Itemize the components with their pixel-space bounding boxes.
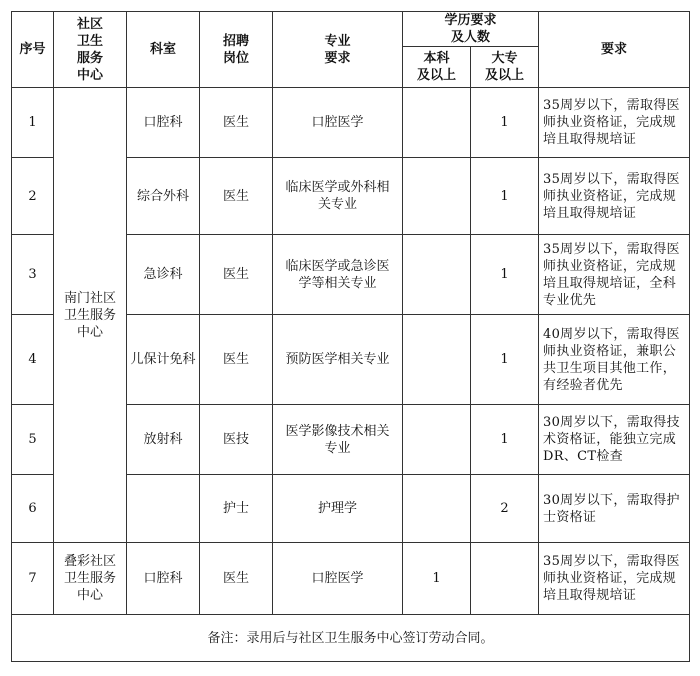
row-requirement: 35周岁以下，需取得医师执业资格证，完成规培且取得规培证，全科专业优先 [539, 235, 690, 315]
row-bachelor [403, 405, 471, 475]
row-position: 医生 [200, 235, 273, 315]
row-department: 口腔科 [127, 543, 200, 615]
row-index: 5 [12, 405, 54, 475]
header-bachelor: 本科 及以上 [403, 47, 471, 88]
table-note: 备注：录用后与社区卫生服务中心签订劳动合同。 [12, 615, 690, 662]
row-department: 急诊科 [127, 235, 200, 315]
row-position: 医生 [200, 88, 273, 158]
header-major: 专业 要求 [273, 12, 403, 88]
row-requirement: 35周岁以下，需取得医师执业资格证，完成规培且取得规培证 [539, 158, 690, 235]
row-index: 6 [12, 475, 54, 543]
center-name-diecai: 叠彩社区卫生服务中心 [54, 543, 127, 615]
header-position: 招聘 岗位 [200, 12, 273, 88]
row-major: 临床医学或急诊医学等相关专业 [273, 235, 403, 315]
row-college: 1 [471, 88, 539, 158]
row-index: 2 [12, 158, 54, 235]
row-index: 3 [12, 235, 54, 315]
row-requirement: 30周岁以下，需取得护士资格证 [539, 475, 690, 543]
row-bachelor [403, 475, 471, 543]
row-college: 1 [471, 235, 539, 315]
header-college: 大专 及以上 [471, 47, 539, 88]
row-requirement: 35周岁以下，需取得医师执业资格证，完成规培且取得规培证 [539, 88, 690, 158]
row-college [471, 543, 539, 615]
row-bachelor: 1 [403, 543, 471, 615]
row-major: 口腔医学 [273, 88, 403, 158]
row-position: 医生 [200, 158, 273, 235]
recruitment-table [11, 11, 690, 662]
row-position: 护士 [200, 475, 273, 543]
row-department [127, 475, 200, 543]
row-major: 护理学 [273, 475, 403, 543]
table-row [12, 543, 690, 615]
header-center: 社区 卫生 服务 中心 [54, 12, 127, 88]
row-major: 医学影像技术相关专业 [273, 405, 403, 475]
row-requirement: 35周岁以下，需取得医师执业资格证，完成规培且取得规培证 [539, 543, 690, 615]
header-education: 学历要求 及人数 [403, 12, 539, 47]
row-bachelor [403, 315, 471, 405]
row-major: 预防医学相关专业 [273, 315, 403, 405]
header-department: 科室 [127, 12, 200, 88]
row-position: 医生 [200, 543, 273, 615]
row-index: 4 [12, 315, 54, 405]
row-index: 7 [12, 543, 54, 615]
row-college: 1 [471, 315, 539, 405]
row-requirement: 30周岁以下，需取得技术资格证，能独立完成DR、CT检查 [539, 405, 690, 475]
row-major: 口腔医学 [273, 543, 403, 615]
row-college: 2 [471, 475, 539, 543]
row-college: 1 [471, 405, 539, 475]
row-requirement: 40周岁以下，需取得医师执业资格证，兼职公共卫生项目其他工作，有经验者优先 [539, 315, 690, 405]
row-department: 放射科 [127, 405, 200, 475]
row-bachelor [403, 235, 471, 315]
row-position: 医技 [200, 405, 273, 475]
header-requirement: 要求 [539, 12, 690, 88]
row-position: 医生 [200, 315, 273, 405]
table-row [12, 88, 690, 158]
header-index: 序号 [12, 12, 54, 88]
row-department: 综合外科 [127, 158, 200, 235]
row-bachelor [403, 158, 471, 235]
row-major: 临床医学或外科相关专业 [273, 158, 403, 235]
row-department: 口腔科 [127, 88, 200, 158]
row-bachelor [403, 88, 471, 158]
row-college: 1 [471, 158, 539, 235]
row-index: 1 [12, 88, 54, 158]
row-department: 儿保计免科 [127, 315, 200, 405]
center-name-nanmen: 南门社区卫生服务中心 [54, 88, 127, 543]
